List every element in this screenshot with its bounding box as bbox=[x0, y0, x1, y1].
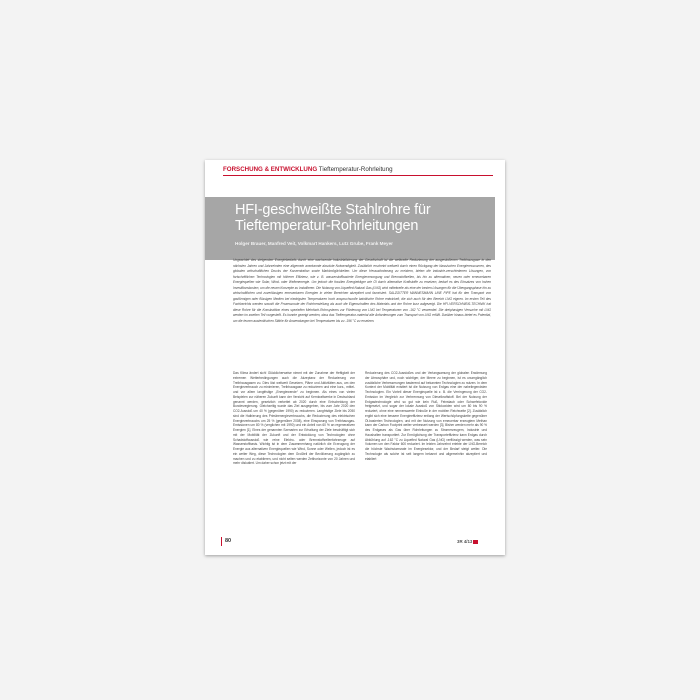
magazine-page bbox=[205, 160, 505, 555]
footer-brand bbox=[457, 539, 478, 544]
article-title: HFI-geschweißte Stahlrohre für Tieftemperatur-Rohrleitungen bbox=[235, 202, 431, 234]
section-category: FORSCHUNG & ENTWICKLUNG bbox=[223, 166, 318, 173]
body-column-right: Reduzierung des CO2-Ausstoßes und der Verlangsamung der globalen Erwärmung der Atmosphäre und, noch wichtiger, der Meere zu beginnen, ist es unumgänglich zusätzliche Verbesserungen basierend auf bekannten Technologien zu nutzen. In dem Kontext der Mobilität existiert ist die Nutzung von Erdgas eine der naheliegendsten Technologien. Ein Vorteil dieser Energiequelle ist z. B. die Verringerung der CO2-Emission im Vergleich zur Verbrennung von Dieselkraftstoff. Bei der Nutzung der Erdgastechnologie wird so gut wie kein Ruß, Feinstaub oder Schwefeloxide freigesetzt, und sogar der lokale Ausstoß von Stickoxiden wird um 80 bis 90 % reduziert, ohne eine nennenswerte Einbuße in der mobilen Reichweite [2]. Zusätzlich ergibt sich eine bessere Energieeffizienz entlang der Wertschöpfungskette gegenüber Öl-basierten Technologien, und mit der Nutzung von erneuerbar erzeugtem Methan kann der Carbon Footprint weiter verbessert werden [3]. Bisher werden mehr als 90 % des Erdgases als Gas über Rohrleitungen zu Stromerzeugern, Industrie und Haushalten transportiert. Zur Ermöglichung der Transporteffizienz kann Erdgas durch Abkühlung auf -162 °C zu Liquefied Natural Gas (LNG) verflüssigt werden, was sein Volumen um den Faktor 600 reduziert. Im letzten Jahrzehnt erlebte der LNG-Bereich die höchste Wachstumsrate im Energiesektor, und der Bedarf steigt weiter. Die Technologie als solche ist seit langem bekannt und allgemeinhin akzeptiert und etabliert bbox=[365, 371, 487, 461]
brand-logo-icon bbox=[473, 540, 478, 544]
article-authors: Holger Brauer, Manfred Veit, Volkmart Hankers, Lutz Grube, Frank Meyer bbox=[235, 241, 393, 246]
page-number: 80 bbox=[225, 538, 232, 544]
section-label bbox=[223, 165, 393, 174]
section-topic: Tieftemperatur-Rohrleitung bbox=[318, 166, 393, 173]
page-number-marker bbox=[221, 537, 222, 546]
section-header bbox=[223, 165, 493, 176]
footer-brand-text: 3R 4/13 bbox=[457, 539, 473, 544]
title-box bbox=[205, 197, 495, 260]
body-column-left: Das Klima ändert sich! Glücklicherweise nimmt mit der Zunahme der Heftigkeit der extremen Wetterbedingungen auch die Akzeptanz der Reduzierung von Treibhausgasen zu. Dies löst weltweit Gesetzen, Pläne und Aktivitäten aus, um den Energieverbrauch zu minimieren, Treibhausgase zu reduzieren und eine kurz-, mittel- und vor allem langfristige „Energiewende“ zu beginnen. Als eines von vielen Beispielen zur näheren Zukunft kann der Verzicht auf Kernkraftwerke in Deutschland genannt werden, gesetzlich verkettet ab 2020 durch eine Entscheidung der Bundesregierung. Gleichzeitig wurde das Ziel ausgegeben, bis zum Jahr 2020 den CO2-Ausstoß um 40 % (gegenüber 1990) zu reduzieren. Langfristige Ziele bis 2050 sind die Halbierung des Primärenergieverbrauchs, die Reduzierung des elektrischen Energieverbrauchs um 25 % (gegenüber 2008), eine Einsparung von Treibhausgas-Emissionen um 80 % (verglichen mit 1990) und ein Anteil von 60 % an regenerativen Energien [1]. Eines der genannten Szenarien zur Erhaltung der Ziele beschäftigt sich mit der Mobilität der Zukunft und der Entwicklung von Technologien ohne Schadstoffausstoß wie reine Elektro- oder Brennstoffzellenfahrzeuge auf Wasserstoffbasis. Wichtig ist in dem Zusammenhang natürlich die Erzeugung der Energie aus alternativen Energiequellen wie Wind, Sonne oder Wellen, jedoch ist es ein weiter Weg, diese Technologien dem Großteil der Bevölkerung zugänglich zu machen und zu etablieren, und nicht selten werden Zeithorizonte von 20 Jahren und mehr diskutiert. Um daher schon jetzt mit der bbox=[233, 371, 355, 466]
article-abstract: Ungeachtet des steigenden Energiebedarfs durch eine wachsende Industrialisierung der Gesellschaft ist die weltweite Reduzierung der ausgestoßenen Treibhausgase in den nächsten Jahren und Jahrzehnten eine allgemein anerkannte absolute Notwendigkeit. Zusätzlich erscheint weltweit durch einen Rückgang der klassischen Energieressourcen, des globalen wirtschaftlichen Drucks der Konzentration sowie Marktmöglichkeiten. Um diese Herausforderung zu meistern, bieten die industrie-verschiedenen Lösungen, von fortschrittlichen Technologien mit höherer Effizienz, wie z. B. wasserstoffbasierte Energieversorgung und Brennstoffzellen, bis hin zu alternativen, neuen oder erneuerbaren Energiequellen wie Solar, Wind- oder Wellenenergie. Um jedoch die fossilen Energieträger wie Öl durch alternative Kraftstoffe zu ersetzen, bedarf es des Einsatzes von hohen Investitionskosten, um die neuen Konzepte zu installieren. Die Nutzung von Liquefied Natural Gas (LNG) wird mittelweile als eine der besten Lösungen für die Übergangsphase hin zu wirtschaftlichen und zuverlässigen erneuerbaren Energien in vielen Bereichen akzeptiert und favorisiert. SALZGITTER MANNESMANN LINE PIPE hat für den Transport von gasförmigen oder flüssigen Medien bei niedrigsten Temperaturen hoch anspruchsvolle bainitische Rohre entwickelt, die sich auch für den Bereich LNG eignen. Im ersten Teil des Fachberichts werden sowohl die Prozessroute der Rohrherstellung als auch die Eigenschaften des Materials und der Rohre kurz aufgezeigt. Die HFI-VERSCHWEIß-TECHNIK hat diese Rohre für die Konstruktion eines speziellen Mehrfach-Rohrsystems zur Förderung von LNG bei Temperaturen von -162 °C verwendet. Die dreiphasigen Versuche mit LNG werden im zweiten Teil vorgestellt. Es konnte gezeigt werden, dass das Tieftemperatur-material alle Anforderungen zum Transport von LNG erfüllt. Darüber hinaus bietet es Potential, um die teuren austenitischen Stähle für Anwendungen bei Temperaturen bis zu -196 °C zu ersetzen. bbox=[233, 258, 491, 323]
